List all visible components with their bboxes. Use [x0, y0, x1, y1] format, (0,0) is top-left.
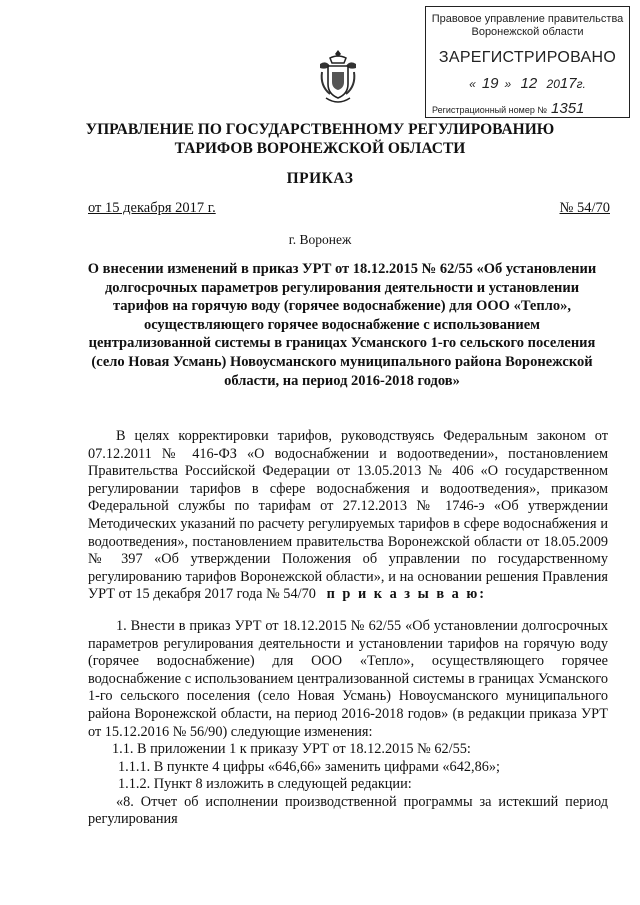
stamp-year-suffix: г.: [576, 77, 586, 91]
document-subject: О внесении изменений в приказ УРТ от 18.12.2015 № 62/55 «Об установлении долгосрочных параметров регулирования деятельности и установлении тарифов на горячую воду (горячее водоснабжение) для ООО «Тепло», осуществляющего горячее водоснабжение с использованием централизованной системы в границах Усманского 1-го сельского поселения (село Новая Усмань) Новоусманского муниципального района Воронежской области, на период 2016-2018 годов»: [87, 261, 597, 389]
stamp-month: 12: [520, 75, 538, 92]
order-word: п р и к а з ы в а ю:: [326, 586, 487, 603]
document-body: [88, 428, 608, 829]
preamble-paragraph: В целях корректировки тарифов, руководствуясь Федеральным законом от 07.12.2011 № 416-ФЗ «О водоснабжении и водоотведении», постановлением Правительства Российской Федерации от 13.05.2013 № 406 «О государственном регулировании тарифов в сфере водоснабжения и водоотведения», приказом Федеральной службы по тарифам от 27.12.2013 № 1746-э «Об утверждении Методических указаний по расчету регулируемых тарифов в сфере водоснабжения и водоотведения», постановлением правительства Воронежской области от 18.05.2009 № 397 «Об утверждении Положения об управлении по государственному регулированию тарифов Воронежской области», и на основании решения Правления УРТ от 15 декабря 2017 года № 54/70 п р и к а з ы в а ю:: [88, 428, 608, 603]
stamp-org: Правовое управление правительства Воронежской области: [431, 13, 624, 38]
item-1: 1. Внести в приказ УРТ от 18.12.2015 № 62/55 «Об установлении долгосрочных параметров регулирования деятельности и установлении тарифов на горячую воду (горячее водоснабжение) для ООО «Тепло», осуществляющего горячее водоснабжение с использованием централизованной системы в границах Усманского 1-го сельского поселения (село Новая Усмань) Новоусманского муниципального района Воронежской области, на период 2016-2018 годов» (в редакции приказа УРТ от 15.12.2016 № 56/90) следующие изменения:: [88, 617, 608, 740]
coat-of-arms-icon: [316, 48, 360, 106]
document-number: № 54/70: [559, 200, 610, 216]
stamp-date: « 19 » 12 2017г.: [469, 75, 586, 92]
item-1-1-1: 1.1.1. В пункте 4 цифры «646,66» заменить цифрами «642,86»;: [118, 758, 500, 775]
document-date: от 15 декабря 2017 г.: [88, 200, 216, 216]
item-8-quote: «8. Отчет об исполнении производственной программы за истекший период регулирования: [88, 793, 608, 828]
item-1-1-2: 1.1.2. Пункт 8 изложить в следующей редакции:: [118, 776, 412, 793]
stamp-reg-number: Регистрационный номер № 1351: [432, 100, 585, 117]
stamp-year-prefix: 20: [546, 77, 560, 91]
registration-stamp: [425, 6, 630, 118]
stamp-year: 17: [559, 75, 577, 92]
document-city: г. Воронеж: [288, 232, 352, 247]
item-1-1: 1.1. В приложении 1 к приказу УРТ от 18.12.2015 № 62/55:: [112, 741, 471, 758]
stamp-day: 19: [481, 75, 499, 92]
document-type: ПРИКАЗ: [286, 170, 354, 187]
organization-name: УПРАВЛЕНИЕ ПО ГОСУДАРСТВЕННОМУ РЕГУЛИРОВАНИЮ ТАРИФОВ ВОРОНЕЖСКОЙ ОБЛАСТИ: [85, 121, 555, 157]
stamp-registered-label: ЗАРЕГИСТРИРОВАНО: [438, 49, 617, 66]
